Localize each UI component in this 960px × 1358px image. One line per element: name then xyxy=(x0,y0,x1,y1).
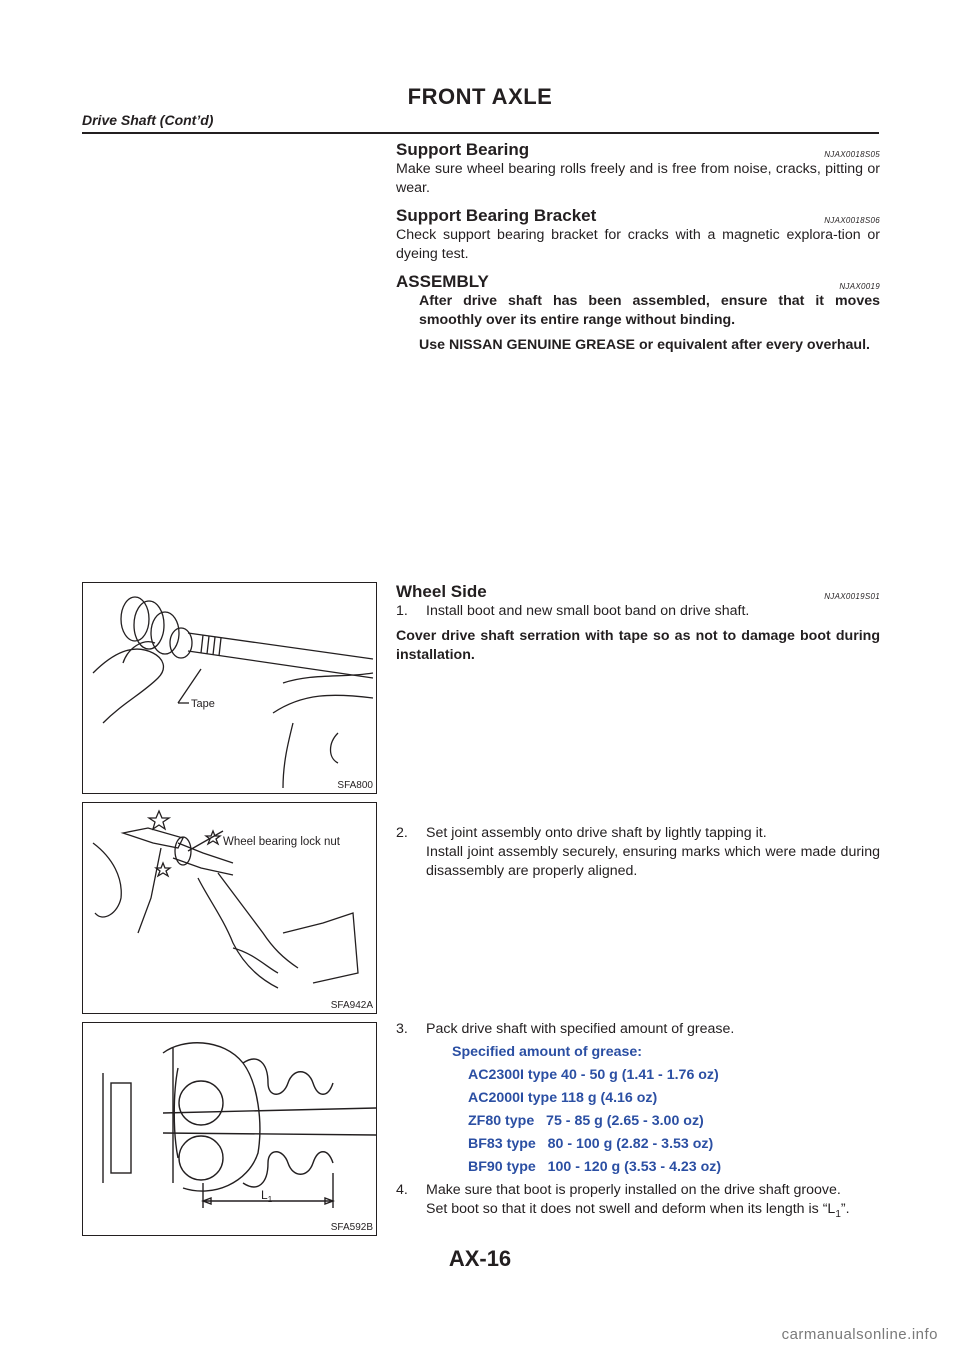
length-callout: $L_1$ xyxy=(261,1188,273,1204)
support-bracket-text: Check support bearing bracket for cracks with a magnetic explora-tion or dyeing test. xyxy=(396,227,880,262)
boot-tape-illustration xyxy=(83,583,376,793)
watermark: carmanualsonline.info xyxy=(781,1326,938,1343)
section-code: NJAX0019 xyxy=(839,282,880,291)
figure-label: SFA942A xyxy=(330,1000,373,1011)
page-subtitle: Drive Shaft (Cont’d) xyxy=(82,112,214,128)
figure-sfa800 xyxy=(82,582,377,794)
header-divider xyxy=(82,132,879,134)
figure-label: SFA592B xyxy=(330,1222,373,1233)
support-bearing-text: Make sure wheel bearing rolls freely and is free from noise, cracks, pitting or wear. xyxy=(396,161,880,196)
tape-callout: Tape xyxy=(191,698,215,710)
step-1-note: Cover drive shaft serration with tape so as not to damage boot during installation. xyxy=(396,628,880,663)
page-title: FRONT AXLE xyxy=(407,84,553,109)
assembly-note-1: After drive shaft has been assembled, ensure that it moves smoothly over its entire range without binding. xyxy=(419,293,880,328)
assembly-note-2: Use NISSAN GENUINE GREASE or equivalent after every overhaul. xyxy=(419,337,870,353)
section-support-bearing-bracket xyxy=(396,206,880,264)
step-3-block xyxy=(396,1020,880,1224)
spec-item: AC2300I type 40 - 50 g (1.41 - 1.76 oz) xyxy=(468,1067,719,1083)
section-assembly xyxy=(396,272,880,355)
section-code: NJAX0019S01 xyxy=(824,592,880,601)
page-number: AX-16 xyxy=(448,1246,512,1271)
joint-assembly-illustration xyxy=(83,803,376,1013)
step-4-sub: Set boot so that it does not swell and deform when its length is “$L_1$”. xyxy=(426,1201,850,1220)
step-2: 2. Set joint assembly onto drive shaft by lightly tapping it. xyxy=(396,825,767,841)
spec-item: ZF80 type 75 - 85 g (2.65 - 3.00 oz) xyxy=(468,1113,704,1129)
spec-item: AC2000I type 118 g (4.16 oz) xyxy=(468,1090,658,1106)
step-3: 3. Pack drive shaft with specified amount of grease. xyxy=(396,1021,735,1037)
section-title-support-bearing: Support Bearing NJAX0018S05 xyxy=(396,140,880,159)
figure-label: SFA800 xyxy=(337,780,373,791)
section-code: NJAX0018S05 xyxy=(824,150,880,159)
step-4: 4. Make sure that boot is properly installed on the drive shaft groove. xyxy=(396,1182,841,1198)
spec-item: BF83 type 80 - 100 g (2.82 - 3.53 oz) xyxy=(468,1136,714,1152)
section-support-bearing xyxy=(396,140,880,198)
figure-sfa592b xyxy=(82,1022,377,1236)
spec-title: Specified amount of grease: xyxy=(452,1044,642,1060)
section-title-support-bracket: Support Bearing Bracket NJAX0018S06 xyxy=(396,206,880,225)
section-title-assembly: ASSEMBLY NJAX0019 xyxy=(396,272,880,291)
boot-length-illustration xyxy=(83,1023,376,1235)
lock-nut-callout: Wheel bearing lock nut xyxy=(223,836,340,848)
step-2-sub: Install joint assembly securely, ensuring marks which were made during disassembly are properly aligned. xyxy=(426,844,880,879)
section-title-wheel-side: Wheel Side NJAX0019S01 xyxy=(396,582,880,601)
step-1: 1. Install boot and new small boot band on drive shaft. xyxy=(396,603,750,619)
step-2-block xyxy=(396,824,880,881)
section-wheel-side xyxy=(396,582,880,665)
spec-item: BF90 type 100 - 120 g (3.53 - 4.23 oz) xyxy=(468,1159,722,1175)
section-code: NJAX0018S06 xyxy=(824,216,880,225)
figure-sfa942a xyxy=(82,802,377,1014)
